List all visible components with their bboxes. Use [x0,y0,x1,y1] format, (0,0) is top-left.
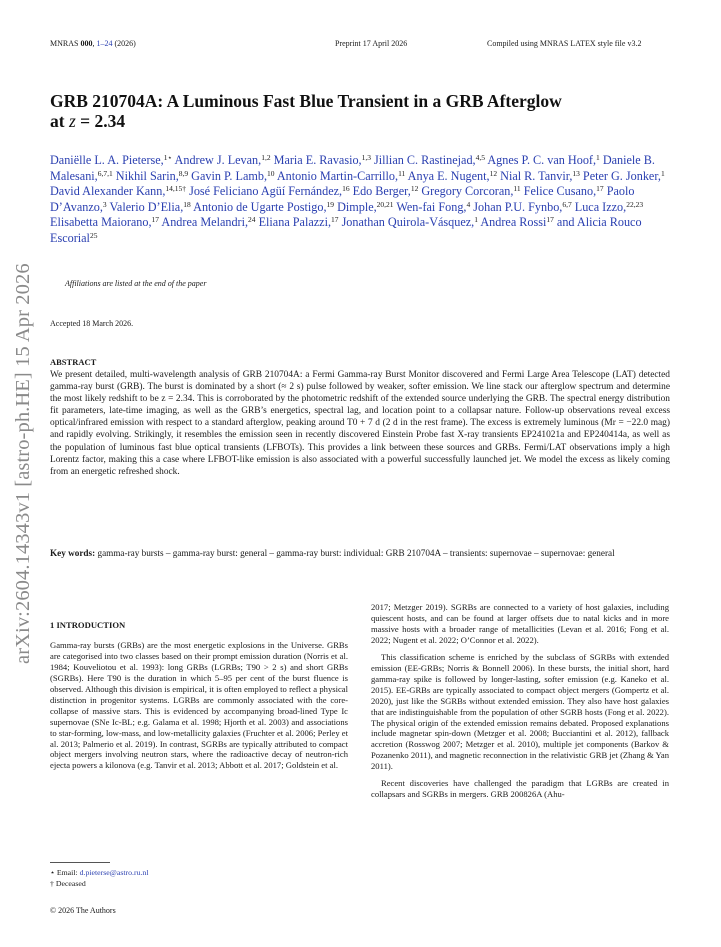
author[interactable]: Antonio de Ugarte Postigo,$^{19}$ [193,199,335,214]
page-range-link[interactable]: 1–24 [96,39,113,48]
author[interactable]: Felice Cusano,$^{17}$ [523,184,604,199]
author-list [50,153,670,247]
intro-paragraph-3: Recent discoveries have challenged the paradigm that LGRBs are created in collapsars and SGRBs in mergers. GRB 200826A (Ahu- [371,778,669,800]
footnote-divider [50,862,110,863]
title-line-2: at z = 2.34 [50,111,126,131]
footnote-email: ⋆ Email: d.pieterse@astro.ru.nl [50,868,149,877]
left-column [50,620,348,777]
author[interactable]: Peter G. Jonker,$^1$ [582,168,665,183]
copyright: © 2026 The Authors [50,906,116,915]
intro-paragraph-2: This classification scheme is enriched by the subclass of SGRBs with extended emission (EE-GRBs; Norris & Bonnell 2006). In these bursts, the initial short, hard gamma-ray spike is followed by longer-lasting, softer emission (e.g. Kaneko et al. 2015). EE-GRBs are typically associated to compact object mergers (Gompertz et al. 2020), just like the SGRBs without extended emission. They also have host galaxies that are indistinguishable from the population of other SGRB hosts (Fong et al. 2022). The physical origin of the extended emission remains debated. Proposed explanations include magnetar spin-down (Metzger et al. 2008; Bucciantini et al. 2012), fallback accretion (Rosswog 2007; Metzger et al. 2010), multiple jet components (Barkov & Pozanenko 2011), and magnetic reconnection in the relativistic GRB jet (Zhang & Yan 2011). [371,651,670,772]
intro-paragraph-1-continued: 2017; Metzger 2019). SGRBs are connected to a variety of host galaxies, including quiescent hosts, and can be found at larger offsets due to natal kicks and in more massive hosts with a broader range of metallicities (Levan et al. 2016; Fong et al. 2022; Nugent et al. 2022; O’Connor et al. 2022). [371,602,669,645]
author[interactable]: Gavin P. Lamb,$^{10}$ [191,168,275,183]
author[interactable]: Eliana Palazzi,$^{17}$ [258,215,339,230]
title-line-1: GRB 210704A: A Luminous Fast Blue Transient in a GRB Afterglow [50,91,562,111]
author[interactable]: Maria E. Ravasio,$^{1,3}$ [273,153,371,167]
author[interactable]: Agnes P. C. van Hoof,$^1$ [487,153,600,167]
author[interactable]: Jonathan Quirola-Vásquez,$^1$ [341,215,478,230]
author[interactable]: Anya E. Nugent,$^{12}$ [407,168,498,183]
author[interactable]: Nikhil Sarin,$^{8,9}$ [115,168,189,183]
running-header-compiled: Compiled using MNRAS LATEX style file v3.2 [487,39,642,48]
running-header-preprint: Preprint 17 April 2026 [335,39,408,48]
keywords [50,547,670,559]
keywords-text: gamma-ray bursts – gamma-ray burst: general – gamma-ray burst: individual: GRB 210704A – transients: supernovae – supernovae: general [97,548,615,558]
author[interactable]: and Alicia Rouco Escorial$^{25}$ [50,215,642,245]
author[interactable]: Daniele B. Malesani,$^{6,7,1}$ [50,153,655,183]
author[interactable]: Andrew J. Levan,$^{1,2}$ [174,153,271,167]
author[interactable]: Andrea Melandri,$^{24}$ [161,215,256,230]
paper-title [50,91,670,131]
author[interactable]: Johan P.U. Fynbo,$^{6,7}$ [473,199,572,214]
abstract-heading: ABSTRACT [50,357,97,367]
email-link[interactable]: d.pieterse@astro.ru.nl [79,868,149,877]
author[interactable]: David Alexander Kann,$^{14,15\dagger}$ [50,184,187,199]
author[interactable]: Dimple,$^{20,21}$ [337,199,394,214]
author[interactable]: Jillian C. Rastinejad,$^{4,5}$ [374,153,485,167]
abstract-text: We present detailed, multi-wavelength analysis of GRB 210704A: a Fermi Gamma-ray Burst Monitor discovered and Fermi Large Area Telescope (LAT) detected gamma-ray burst (GRB). The burst is dominated by a short (≈ 2 s) pulse followed by weaker, softer emission. We line stack our afterglow spectrum and determine the most likely redshift to be z = 2.34. This is corroborated by the photometric redshift of the extended source underlying the GRB. The spectral energy distribution fit parameters, late-time imaging, as well as the GRB’s energetics, spectral lag, and location point to a collapsar nature. Follow-up observations reveal excess optical/infrared emission with respect to a standard afterglow, peaking around T0 + 7 d (2 d in the rest frame). The excess is extremely luminous (Mr = −22.0 mag) and rapidly evolving. Strikingly, it resembles the emission seen in recently discovered Einstein Probe fast X-ray transients EP241021a and EP240414a, as well as the population of luminous fast blue optical transients (LFBOTs). This provides a link between these sources and GRBs. Fermi/LAT observations imply a high Lorentz factor, making this a case where LFBOT-like emission is also associated with a powerful successfully launched jet. We model the excess as likely coming from an energetic refreshed shock. [50,370,670,477]
intro-paragraph-1: Gamma-ray bursts (GRBs) are the most energetic explosions in the Universe. GRBs are categorised into two classes based on their prompt emission duration (Norris et al. 1984; Kouveliotou et al. 1993): long GRBs (LGRBs; T90 > 2 s) and short GRBs (SGRBs). Here T90 is the duration in which 5–95 per cent of the burst fluence is observed. Although this division is empirical, it is often employed to reflect a physical distinction in progenitor systems. LGRBs are commonly associated with the core-collapse of massive stars. This is evidenced by accompanying broad-lined Type Ic supernovae (SNe Ic-BL; e.g. Galama et al. 1998; Hjorth et al. 2003) and associations to star-forming, low-mass, and low-metallicity galaxies (Fruchter et al. 2006; Perley et al. 2013; Palmerio et al. 2019). In contrast, SGRBs are typically attributed to compact object mergers involving neutron stars, where the radioactive decay of neutron-rich ejecta powers a kilonova (e.g. Tanvir et al. 2013; Abbott et al. 2017; Goldstein et al. [50,639,348,771]
author[interactable]: Nial R. Tanvir,$^{13}$ [500,168,580,183]
footnote-deceased: † Deceased [50,879,86,888]
section-heading-introduction: 1 INTRODUCTION [50,620,126,630]
arxiv-stamp: arXiv:2604.14343v1 [astro-ph.HE] 15 Apr 2026 [12,263,34,664]
accepted-date: Accepted 18 March 2026. [50,319,134,328]
author[interactable]: Andrea Rossi$^{17}$ [480,215,554,230]
author[interactable]: Antonio Martin-Carrillo,$^{11}$ [276,168,406,183]
right-column [371,602,669,806]
affiliations-note: Affiliations are listed at the end of the paper [65,279,207,288]
author[interactable]: Paolo D’Avanzo,$^3$ [50,184,635,214]
author[interactable]: Gregory Corcoran,$^{11}$ [421,184,521,199]
author[interactable]: Edo Berger,$^{12}$ [352,184,419,199]
author[interactable]: Luca Izzo,$^{22,23}$ [574,199,644,214]
author[interactable]: Elisabetta Maiorano,$^{17}$ [50,215,160,230]
keywords-label: Key words: [50,548,96,558]
running-header-journal: MNRAS 000, 1–24 (2026) [50,39,136,48]
author[interactable]: Valerio D’Elia,$^{18}$ [109,199,191,214]
author[interactable]: José Feliciano Agüí Fernández,$^{16}$ [189,184,350,199]
author[interactable]: Wen-fai Fong,$^4$ [396,199,471,214]
author[interactable]: Daniëlle L. A. Pieterse,$^{1⋆}$ [50,153,173,167]
